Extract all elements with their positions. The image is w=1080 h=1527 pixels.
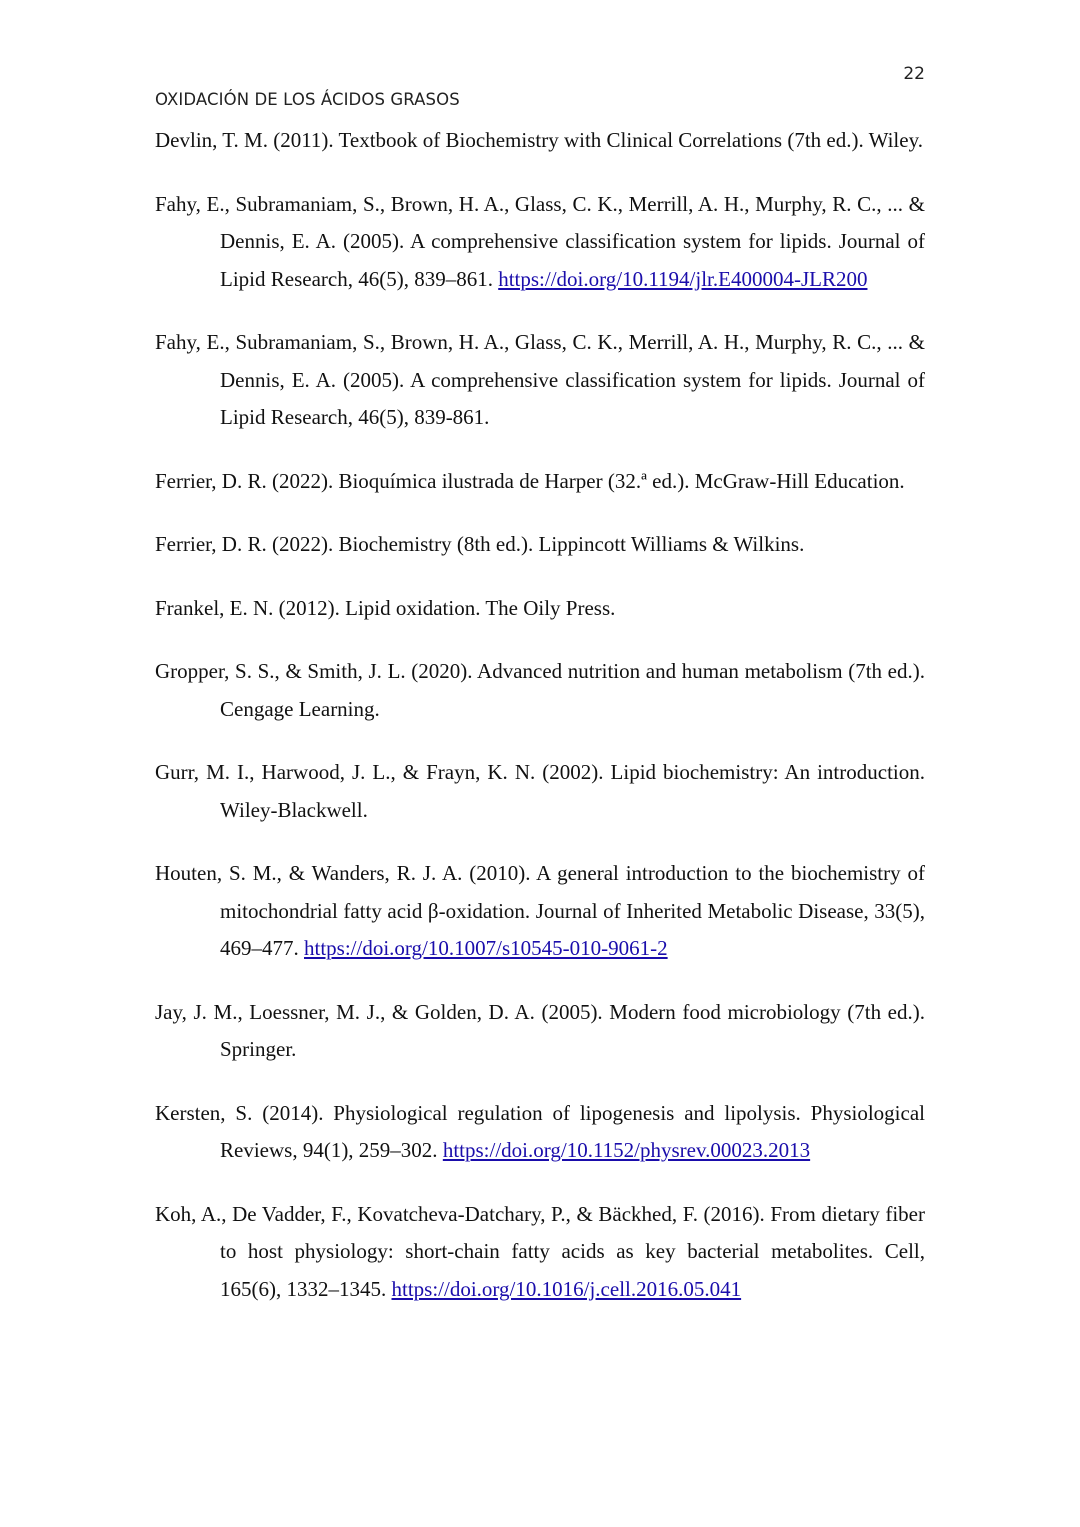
reference-text: Fahy, E., Subramaniam, S., Brown, H. A., Glass, C. K., Merrill, A. H., Murphy, R. C., ... & Dennis, E. A. (2005). A comprehensive classification system for lipids. Journal of Lipid Research, 46(5), 839–861. — [155, 191, 925, 291]
reference-text: Jay, J. M., Loessner, M. J., & Golden, D. A. (2005). Modern food microbiology (7th ed.). Springer. — [155, 999, 925, 1061]
reference-text: Gropper, S. S., & Smith, J. L. (2020). Advanced nutrition and human metabolism (7th ed.). Cengage Learning. — [155, 659, 925, 721]
page-number: 22 — [903, 64, 925, 84]
reference-entry — [155, 754, 925, 829]
reference-entry — [155, 653, 925, 728]
reference-entry — [155, 1196, 925, 1309]
reference-entry — [155, 590, 925, 628]
reference-text: Frankel, E. N. (2012). Lipid oxidation. The Oily Press. — [155, 595, 616, 620]
reference-text: Koh, A., De Vadder, F., Kovatcheva-Datchary, P., & Bäckhed, F. (2016). From dietary fiber to host physiology: short-chain fatty acids as key bacterial metabolites. Cell, 165(6), 1332–1345. — [155, 1201, 925, 1301]
reference-entry — [155, 994, 925, 1069]
reference-text: Kersten, S. (2014). Physiological regulation of lipogenesis and lipolysis. Physiological Reviews, 94(1), 259–302. — [155, 1100, 925, 1162]
reference-text: Devlin, T. M. (2011). Textbook of Biochemistry with Clinical Correlations (7th ed.). Wiley. — [155, 128, 923, 152]
reference-entry — [155, 463, 925, 501]
reference-entry — [155, 526, 925, 564]
reference-entry — [155, 324, 925, 437]
doi-link[interactable]: https://doi.org/10.1016/j.cell.2016.05.041 — [391, 1276, 742, 1301]
reference-text: Houten, S. M., & Wanders, R. J. A. (2010). A general introduction to the biochemistry of mitochondrial fatty acid β-oxidation. Journal of Inherited Metabolic Disease, 33(5), 469–477. — [155, 861, 925, 960]
doi-link[interactable]: https://doi.org/10.1194/jlr.E400004-JLR200 — [498, 266, 868, 291]
reference-entry — [155, 186, 925, 299]
reference-entry — [155, 855, 925, 968]
reference-entry — [155, 1095, 925, 1170]
reference-text: Ferrier, D. R. (2022). Biochemistry (8th ed.). Lippincott Williams & Wilkins. — [155, 532, 805, 556]
reference-text: Ferrier, D. R. (2022). Bioquímica ilustrada de Harper (32.ª ed.). McGraw-Hill Education. — [155, 468, 905, 493]
reference-text: Gurr, M. I., Harwood, J. L., & Frayn, K. N. (2002). Lipid biochemistry: An introduction. Wiley-Blackwell. — [155, 760, 925, 822]
reference-list — [155, 122, 925, 1334]
running-title: OXIDACIÓN DE LOS ÁCIDOS GRASOS — [155, 90, 460, 109]
doi-link[interactable]: https://doi.org/10.1007/s10545-010-9061-2 — [304, 936, 668, 960]
reference-entry — [155, 122, 925, 160]
doi-link[interactable]: https://doi.org/10.1152/physrev.00023.2013 — [442, 1138, 811, 1162]
reference-text: Fahy, E., Subramaniam, S., Brown, H. A., Glass, C. K., Merrill, A. H., Murphy, R. C., ... & Dennis, E. A. (2005). A comprehensive classification system for lipids. Journal of Lipid Research, 46(5), 839-861. — [155, 330, 925, 429]
